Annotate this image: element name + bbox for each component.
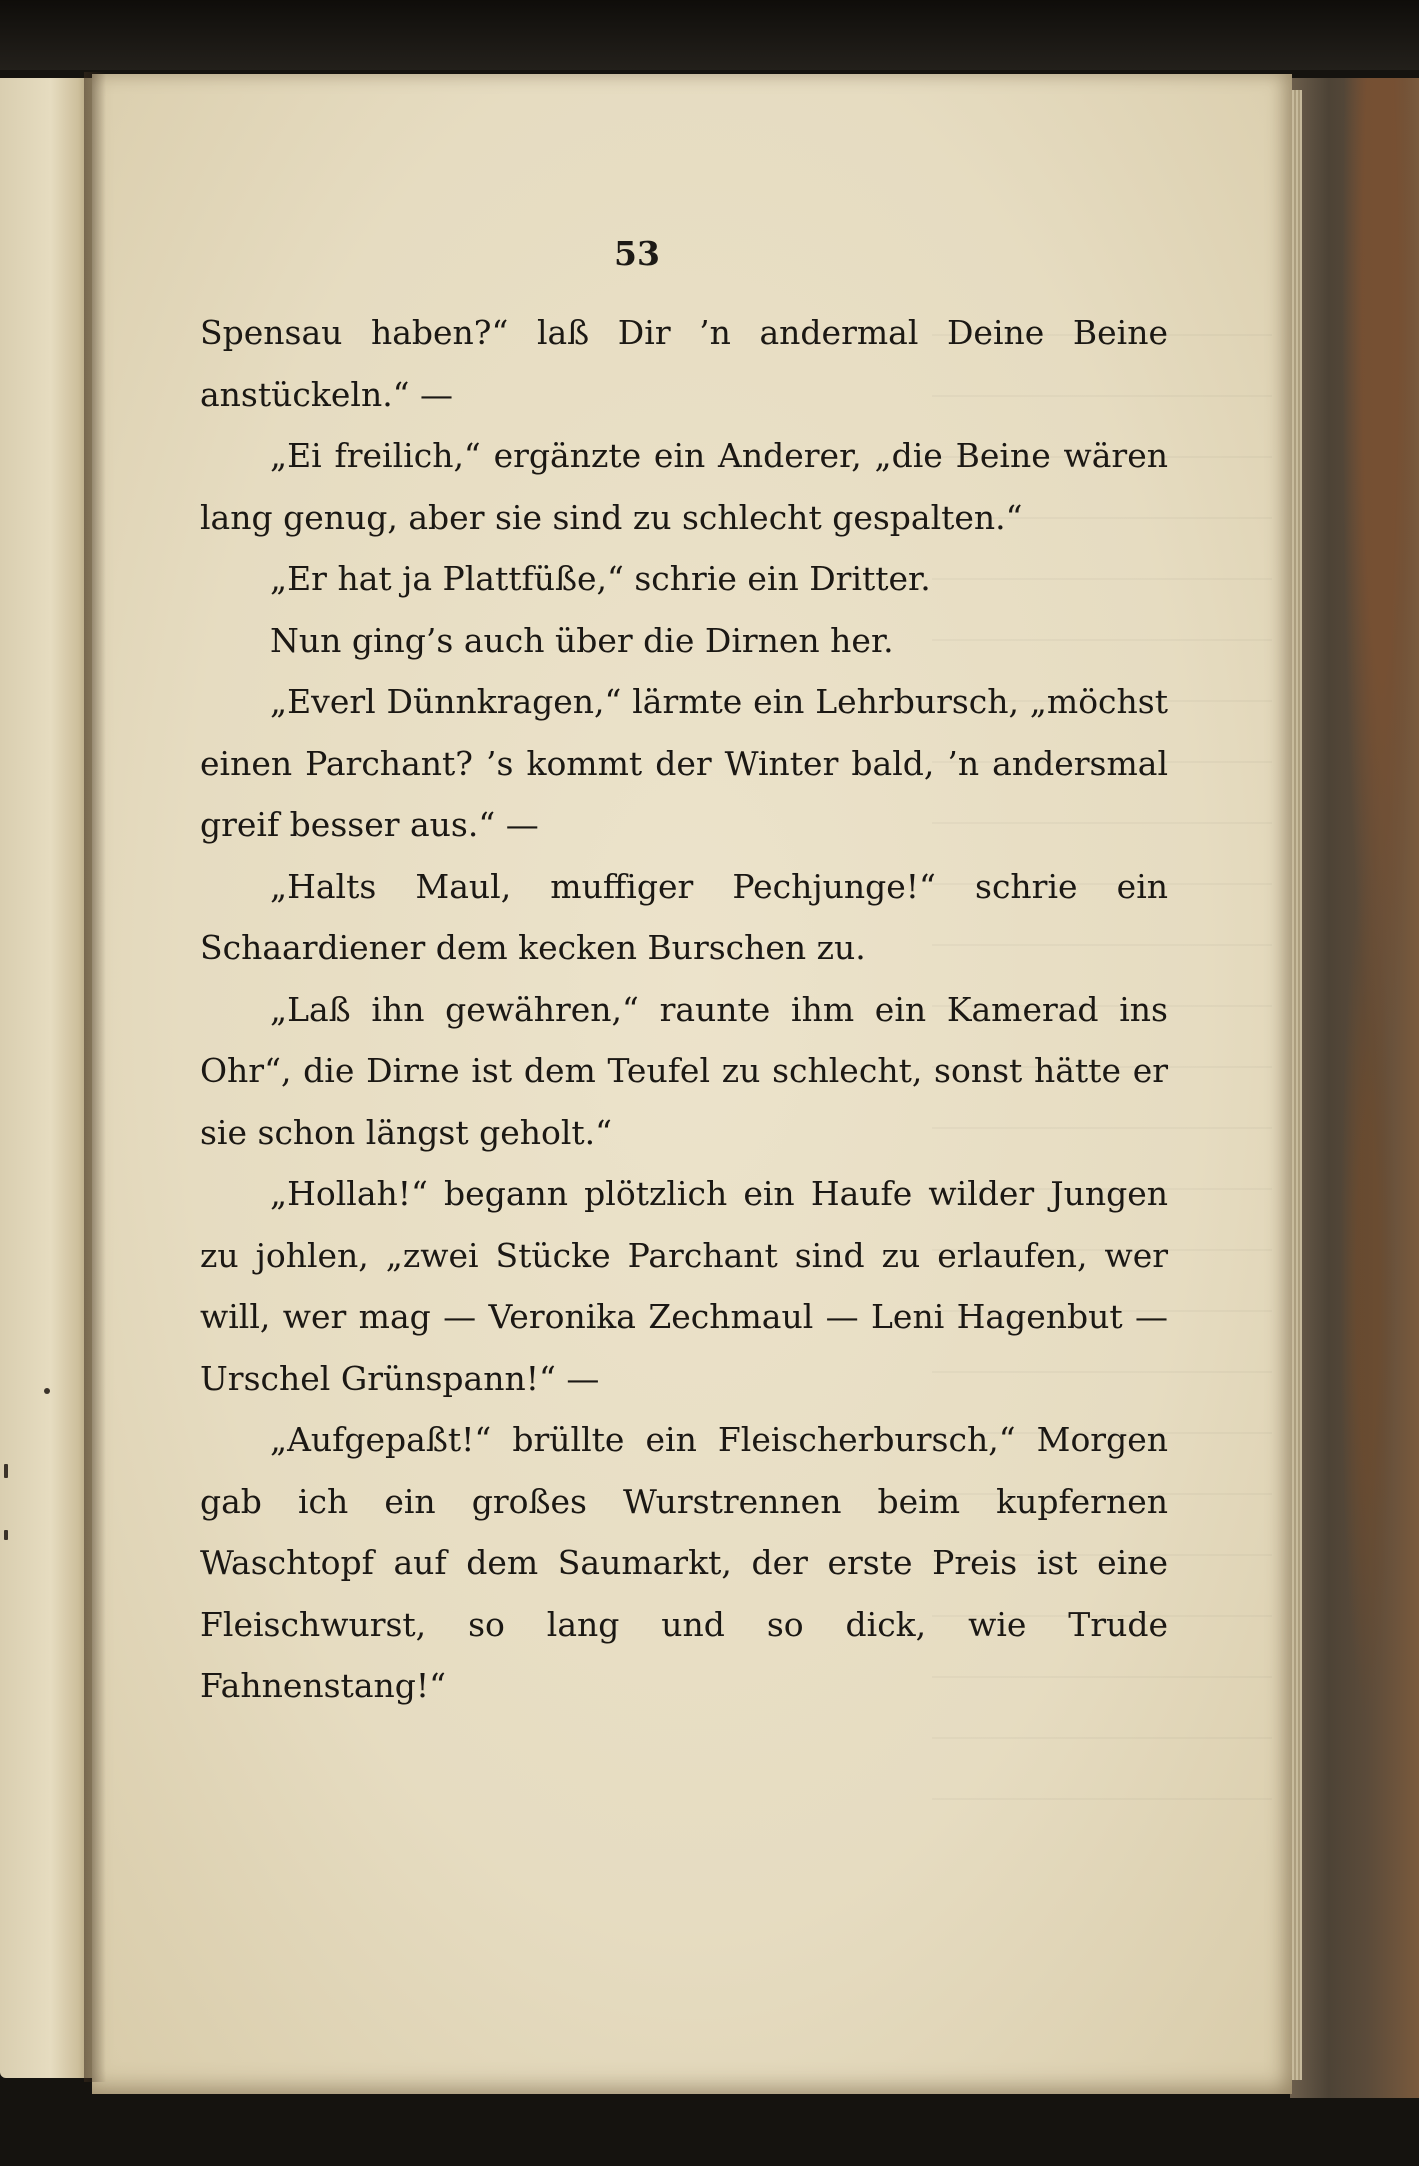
book-cover-board xyxy=(1290,78,1419,2098)
paragraph: „Halts Maul, muffiger Pechjunge!“ schrie ein Schaardiener dem kecken Burschen zu. xyxy=(200,866,1168,967)
body-text xyxy=(200,302,1168,1717)
paragraph: „Er hat ja Plattfüße,“ schrie ein Dritter. xyxy=(270,559,931,598)
previous-page-edge xyxy=(0,78,92,2078)
paragraph: Spensau haben?“ laß Dir ’n andermal Deine Beine anstückeln.“ — xyxy=(200,313,1168,414)
page-number: 53 xyxy=(614,234,660,273)
ink-speck xyxy=(4,1464,8,1478)
paragraph: „Ei freilich,“ ergänzte ein Anderer, „die Beine wären lang genug, aber sie sind zu schlecht gespalten.“ xyxy=(200,436,1168,537)
paragraph: „Hollah!“ begann plötzlich ein Haufe wilder Jungen zu johlen, „zwei Stücke Parchant sind zu erlaufen, wer will, wer mag — Veronika Zechmaul — Leni Hagenbut — Urschel Grünspann!“ — xyxy=(200,1174,1168,1398)
ink-speck xyxy=(44,1388,50,1394)
paragraph: „Aufgepaßt!“ brüllte ein Fleischerbursch,“ Morgen gab ich ein großes Wurstrennen beim kupfernen Waschtopf auf dem Saumarkt, der erste Preis ist eine Fleischwurst, so lang und so dick, wie Trude Fahnenstang!“ xyxy=(200,1420,1168,1705)
book-page xyxy=(92,74,1292,2094)
paragraph: „Laß ihn gewähren,“ raunte ihm ein Kamerad ins Ohr“, die Dirne ist dem Teufel zu schlecht, sonst hätte er sie schon längst geholt.“ xyxy=(200,989,1168,1152)
paragraph: „Everl Dünnkragen,“ lärmte ein Lehrbursch, „möchst einen Parchant? ’s kommt der Winter bald, ’n andersmal greif besser aus.“ — xyxy=(200,682,1168,844)
gutter-shadow xyxy=(84,72,106,2082)
scan-backdrop xyxy=(0,0,1419,70)
paragraph: Nun ging’s auch über die Dirnen her. xyxy=(270,620,894,660)
ink-speck xyxy=(4,1530,8,1540)
